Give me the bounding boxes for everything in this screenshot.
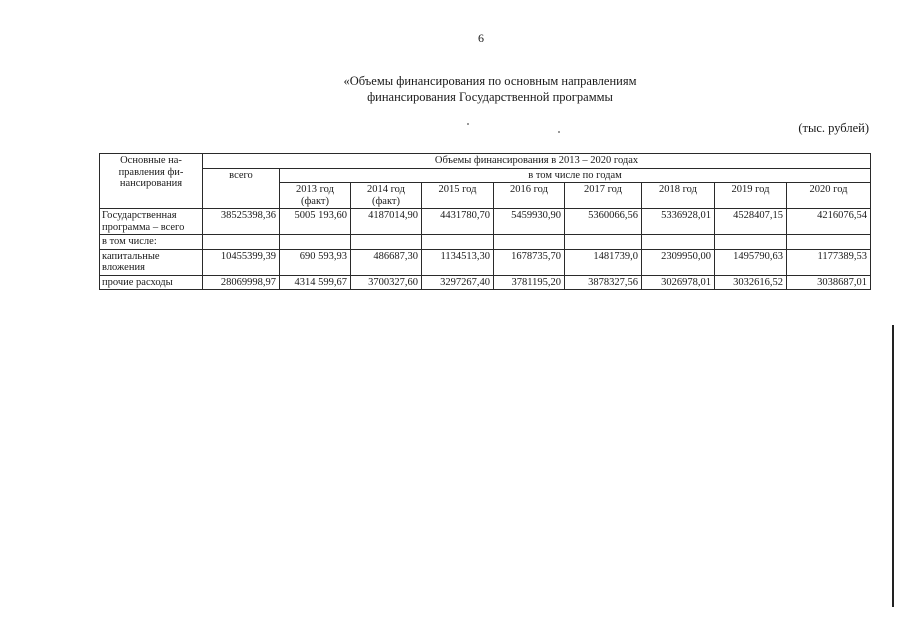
row-value: 3032616,52 [715, 275, 787, 290]
row-value: 1177389,53 [787, 249, 871, 275]
document-title [250, 73, 730, 105]
row-value [494, 235, 565, 250]
row-value [351, 235, 422, 250]
row-value: 5360066,56 [565, 209, 642, 235]
row-value: 2309950,00 [642, 249, 715, 275]
header-by-year: в том числе по годам [280, 168, 871, 183]
header-year: 2020 год [787, 183, 871, 209]
scan-margin-line [892, 325, 894, 607]
scan-speck [558, 131, 560, 133]
header-row-2 [100, 168, 871, 183]
title-line-2: финансирования Государственной программы [367, 90, 613, 104]
table-row [100, 235, 871, 250]
row-value: 4314 599,67 [280, 275, 351, 290]
row-value: 486687,30 [351, 249, 422, 275]
row-value: 4216076,54 [787, 209, 871, 235]
row-value [715, 235, 787, 250]
header-year: 2014 год (факт) [351, 183, 422, 209]
header-year: 2015 год [422, 183, 494, 209]
table-row [100, 209, 871, 235]
page-number: 6 [478, 31, 484, 45]
row-value: 1134513,30 [422, 249, 494, 275]
row-value: 3878327,56 [565, 275, 642, 290]
row-value: 3781195,20 [494, 275, 565, 290]
row-label: прочие расходы [100, 275, 203, 290]
row-total: 28069998,97 [203, 275, 280, 290]
row-value: 5005 193,60 [280, 209, 351, 235]
row-value: 3026978,01 [642, 275, 715, 290]
header-year: 2019 год [715, 183, 787, 209]
row-label: в том числе: [100, 235, 203, 250]
header-row-1 [100, 154, 871, 169]
scan-speck [467, 123, 469, 125]
row-value: 5459930,90 [494, 209, 565, 235]
row-value [280, 235, 351, 250]
units-note: (тыс. рублей) [798, 121, 869, 135]
header-year: 2017 год [565, 183, 642, 209]
header-year: 2016 год [494, 183, 565, 209]
title-line-1: «Объемы финансирования по основным направлениям [343, 74, 637, 88]
table-row [100, 275, 871, 290]
row-label: Государственная программа – всего [100, 209, 203, 235]
row-value: 4187014,90 [351, 209, 422, 235]
row-label: капитальные вложения [100, 249, 203, 275]
row-value: 5336928,01 [642, 209, 715, 235]
header-year: 2018 год [642, 183, 715, 209]
row-total: 10455399,39 [203, 249, 280, 275]
row-value: 690 593,93 [280, 249, 351, 275]
financing-table [99, 153, 871, 290]
row-value [787, 235, 871, 250]
row-value [642, 235, 715, 250]
row-value: 3297267,40 [422, 275, 494, 290]
row-value: 1678735,70 [494, 249, 565, 275]
row-value: 1481739,0 [565, 249, 642, 275]
row-value [422, 235, 494, 250]
row-value: 1495790,63 [715, 249, 787, 275]
row-value: 3700327,60 [351, 275, 422, 290]
row-value: 3038687,01 [787, 275, 871, 290]
row-value: 4431780,70 [422, 209, 494, 235]
header-year: 2013 год (факт) [280, 183, 351, 209]
row-value [565, 235, 642, 250]
row-value: 4528407,15 [715, 209, 787, 235]
table-row [100, 249, 871, 275]
header-total: всего [203, 168, 280, 209]
row-total: 38525398,36 [203, 209, 280, 235]
row-total [203, 235, 280, 250]
header-funding: Объемы финансирования в 2013 – 2020 годах [203, 154, 871, 169]
header-direction: Основные на- правления фи- нансирования [100, 154, 203, 209]
